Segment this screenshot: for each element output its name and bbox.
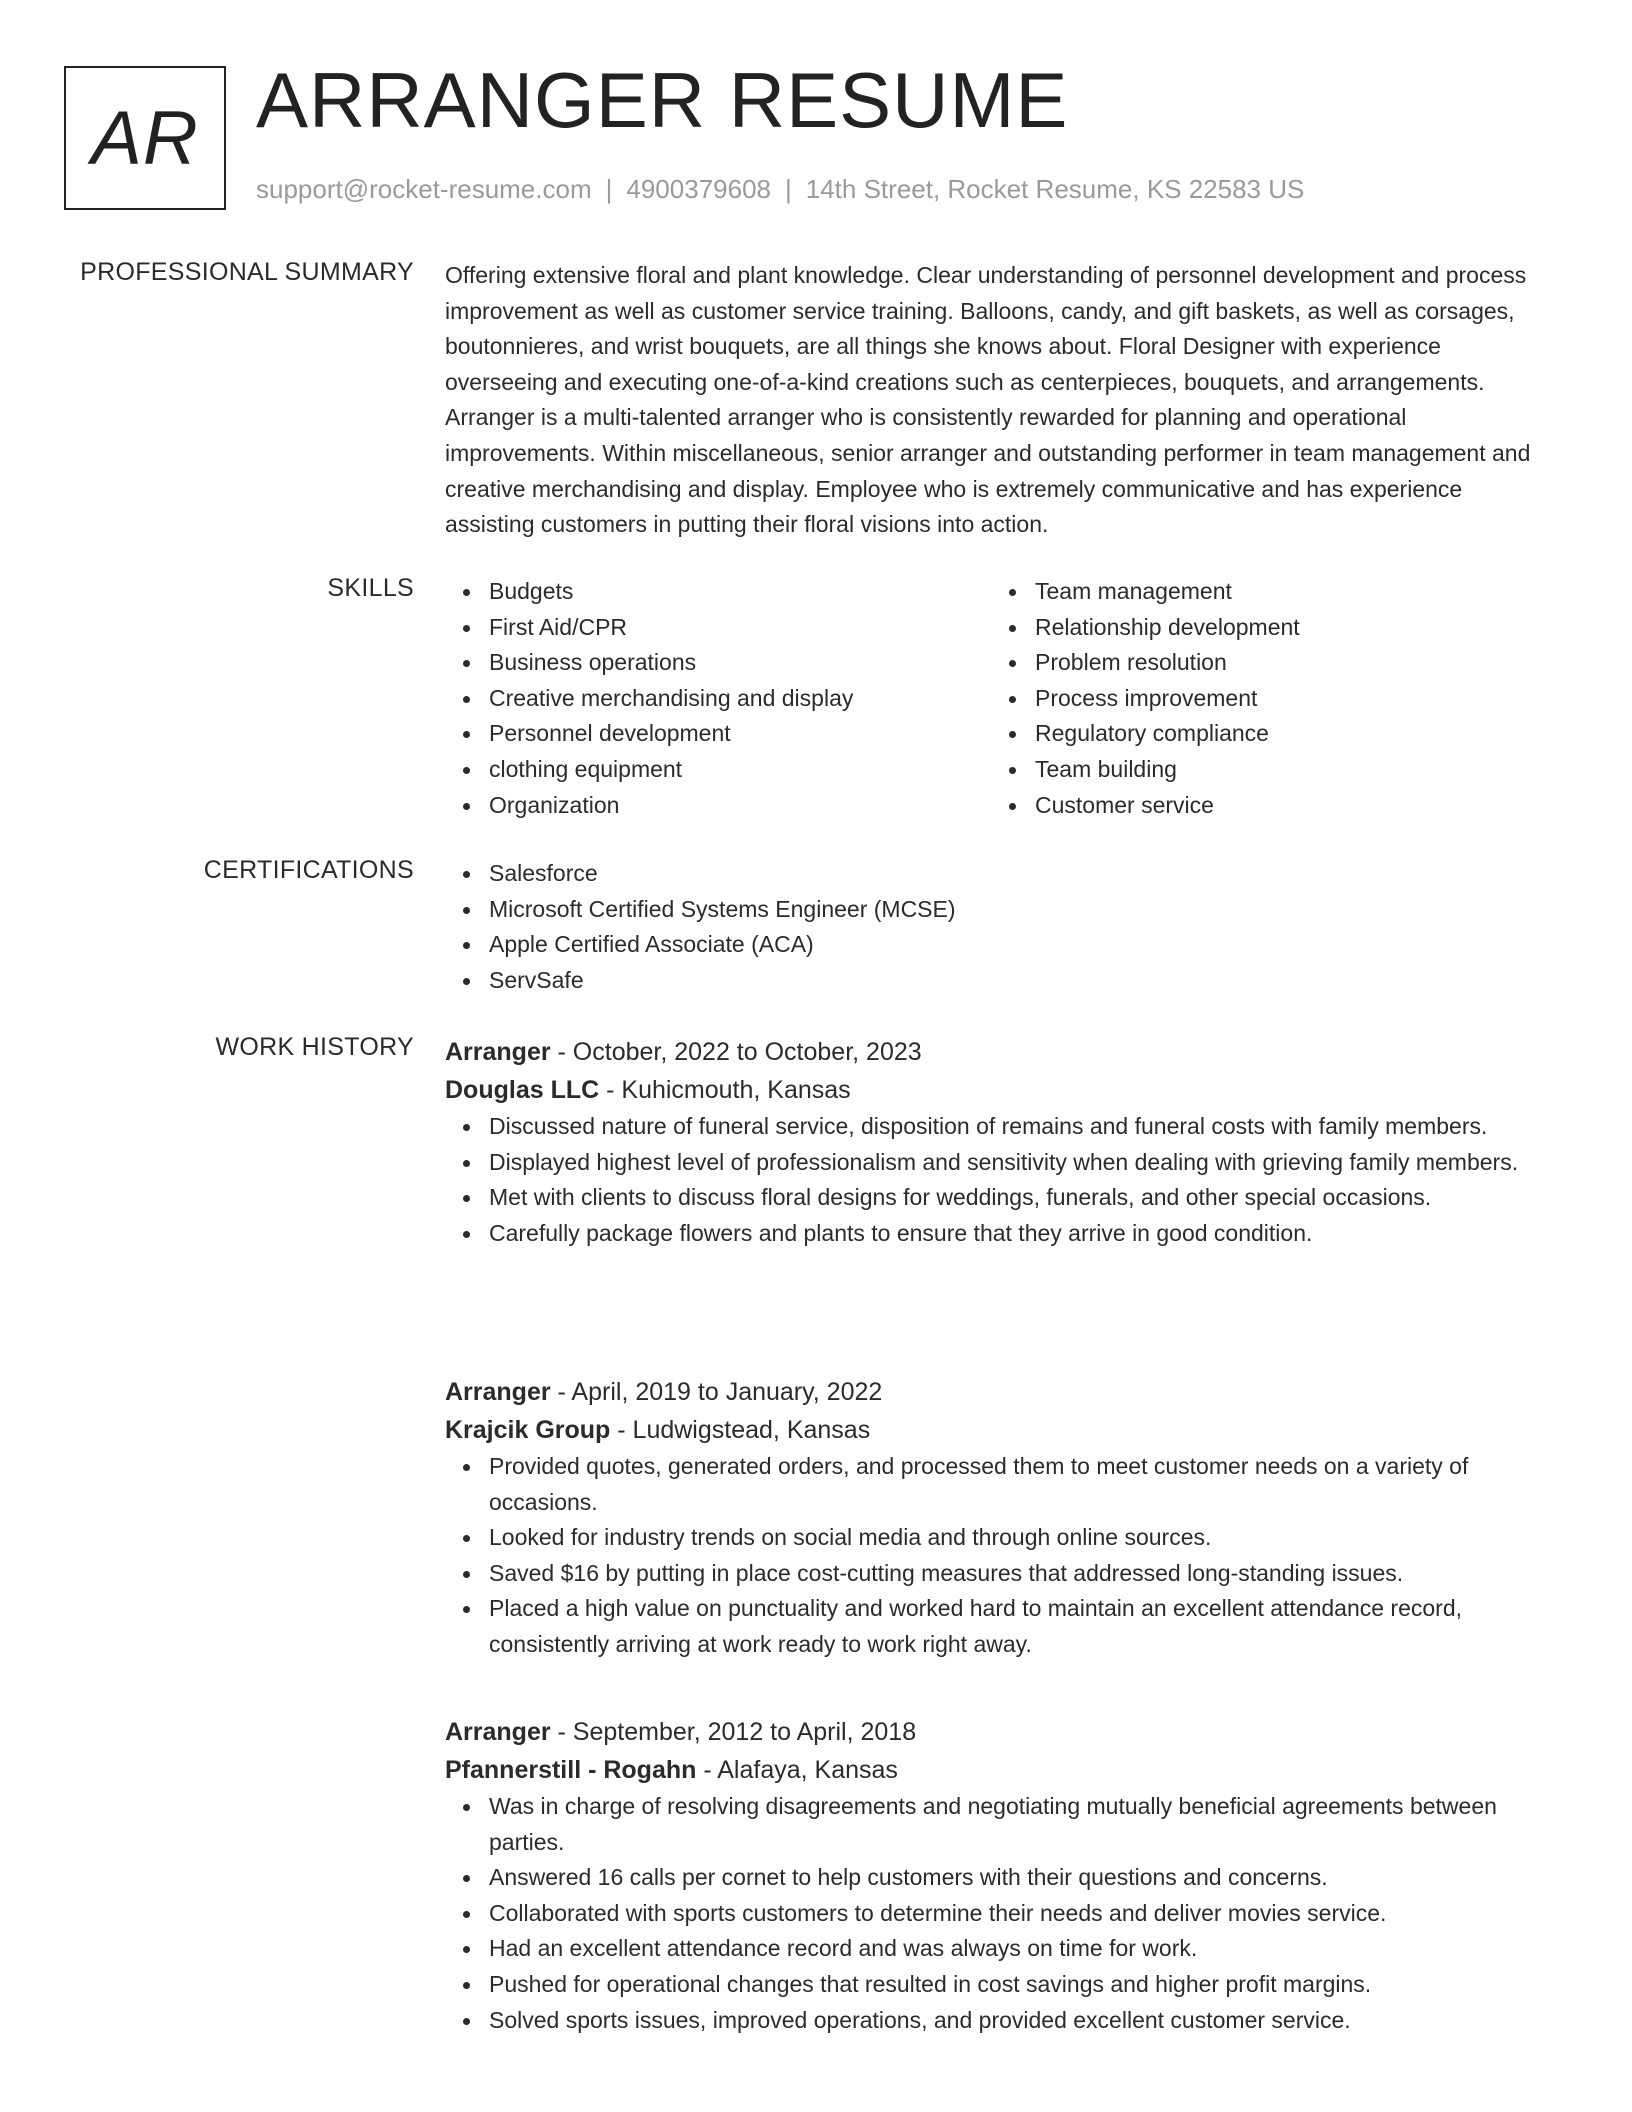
skill-item: First Aid/CPR xyxy=(489,610,991,646)
certifications-content xyxy=(445,856,1555,998)
job-bullet: Met with clients to discuss floral designs for weddings, funerals, and other special occasions. xyxy=(489,1180,1555,1216)
job-bullet: Solved sports issues, improved operations, and provided excellent customer service. xyxy=(489,2003,1555,2039)
skills-column-left xyxy=(445,574,991,823)
job-bullet: Discussed nature of funeral service, disposition of remains and funeral costs with family members. xyxy=(489,1109,1555,1145)
contact-separator: | xyxy=(605,174,613,204)
skills-column-right xyxy=(991,574,1537,823)
job-entry xyxy=(445,1713,1555,2038)
job-bullet-list xyxy=(445,1449,1555,1663)
job-company: Douglas LLC xyxy=(445,1076,600,1104)
job-bullet: Provided quotes, generated orders, and processed them to meet customer needs on a variety of occasions. xyxy=(489,1449,1555,1520)
certification-item: Microsoft Certified Systems Engineer (MCSE) xyxy=(489,892,1555,928)
contact-phone: 4900379608 xyxy=(626,174,771,204)
skill-item: Team management xyxy=(1035,574,1537,610)
job-title: Arranger xyxy=(445,1038,551,1066)
resume-title: ARRANGER RESUME xyxy=(256,56,1069,144)
skill-item: Problem resolution xyxy=(1035,645,1537,681)
monogram-logo: AR xyxy=(64,66,226,210)
job-bullet: Saved $16 by putting in place cost-cutting measures that addressed long-standing issues. xyxy=(489,1556,1555,1592)
job-title-line xyxy=(445,1713,1555,1751)
contact-address: 14th Street, Rocket Resume, KS 22583 US xyxy=(805,174,1305,204)
skills-list-right xyxy=(991,574,1537,823)
summary-heading: PROFESSIONAL SUMMARY xyxy=(80,258,414,286)
summary-text: Offering extensive floral and plant knowledge. Clear understanding of personnel development and process improvement as well as customer service training. Balloons, candy, and gift baskets, as well as corsages, boutonnieres, and wrist bouquets, are all things she knows about. Floral Designer with experience overseeing and executing one-of-a-kind creations such as centerpieces, bouquets, and arrangements. Arranger is a multi-talented arranger who is consistently rewarded for planning and operational improvements. Within miscellaneous, senior arranger and outstanding performer in team management and creative merchandising and display. Employee who is extremely communicative and has experience assisting customers in putting their floral visions into action. xyxy=(445,262,1531,538)
skills-heading: SKILLS xyxy=(327,574,414,602)
job-company: Krajcik Group xyxy=(445,1416,611,1444)
skill-item: Process improvement xyxy=(1035,681,1537,717)
job-company-line xyxy=(445,1071,1555,1109)
job-company-line xyxy=(445,1411,1555,1449)
skill-item: Organization xyxy=(489,788,991,824)
skill-item: Creative merchandising and display xyxy=(489,681,991,717)
job-bullet: Displayed highest level of professionalism and sensitivity when dealing with grieving family members. xyxy=(489,1145,1555,1181)
skill-item: Regulatory compliance xyxy=(1035,716,1537,752)
skills-list-left xyxy=(445,574,991,823)
job-location: - Kuhicmouth, Kansas xyxy=(599,1076,851,1104)
job-bullet: Placed a high value on punctuality and worked hard to maintain an excellent attendance record, consistently arriving at work ready to work right away. xyxy=(489,1591,1555,1662)
certifications-heading: CERTIFICATIONS xyxy=(203,856,414,884)
certification-item: ServSafe xyxy=(489,963,1555,999)
skill-item: Customer service xyxy=(1035,788,1537,824)
job-entry xyxy=(445,1373,1555,1663)
job-bullet: Collaborated with sports customers to determine their needs and deliver movies service. xyxy=(489,1896,1555,1932)
skill-item: Business operations xyxy=(489,645,991,681)
job-bullet: Looked for industry trends on social media and through online sources. xyxy=(489,1520,1555,1556)
skills-columns xyxy=(445,574,1555,823)
job-bullet: Was in charge of resolving disagreements and negotiating mutually beneficial agreements between parties. xyxy=(489,1789,1555,1860)
contact-separator: | xyxy=(785,174,792,204)
job-title-line xyxy=(445,1373,1555,1411)
job-dates: - September, 2012 to April, 2018 xyxy=(550,1718,917,1746)
contact-line xyxy=(256,174,1304,205)
skills-content xyxy=(445,574,1555,823)
certification-item: Apple Certified Associate (ACA) xyxy=(489,927,1555,963)
job-company: Pfannerstill - Rogahn xyxy=(445,1756,697,1784)
skill-item: Relationship development xyxy=(1035,610,1537,646)
job-title-line xyxy=(445,1033,1555,1071)
job-entry xyxy=(445,1033,1555,1251)
work-history-heading: WORK HISTORY xyxy=(215,1033,414,1061)
job-company-line xyxy=(445,1751,1555,1789)
skill-item: Personnel development xyxy=(489,716,991,752)
job-bullet: Answered 16 calls per cornet to help customers with their questions and concerns. xyxy=(489,1860,1555,1896)
job-bullet: Pushed for operational changes that resulted in cost savings and higher profit margins. xyxy=(489,1967,1555,2003)
job-bullet: Carefully package flowers and plants to ensure that they arrive in good condition. xyxy=(489,1216,1555,1252)
job-title: Arranger xyxy=(445,1718,551,1746)
job-dates: - April, 2019 to January, 2022 xyxy=(550,1378,883,1406)
job-title: Arranger xyxy=(445,1378,551,1406)
resume-header xyxy=(64,56,1564,210)
job-location: - Alafaya, Kansas xyxy=(696,1756,898,1784)
contact-email: support@rocket-resume.com xyxy=(256,174,592,204)
job-bullet: Had an excellent attendance record and was always on time for work. xyxy=(489,1931,1555,1967)
skill-item: Budgets xyxy=(489,574,991,610)
skill-item: clothing equipment xyxy=(489,752,991,788)
job-bullet-list xyxy=(445,1109,1555,1251)
job-dates: - October, 2022 to October, 2023 xyxy=(550,1038,922,1066)
job-location: - Ludwigstead, Kansas xyxy=(610,1416,871,1444)
skill-item: Team building xyxy=(1035,752,1537,788)
certifications-list xyxy=(445,856,1555,998)
certification-item: Salesforce xyxy=(489,856,1555,892)
job-bullet-list xyxy=(445,1789,1555,2038)
